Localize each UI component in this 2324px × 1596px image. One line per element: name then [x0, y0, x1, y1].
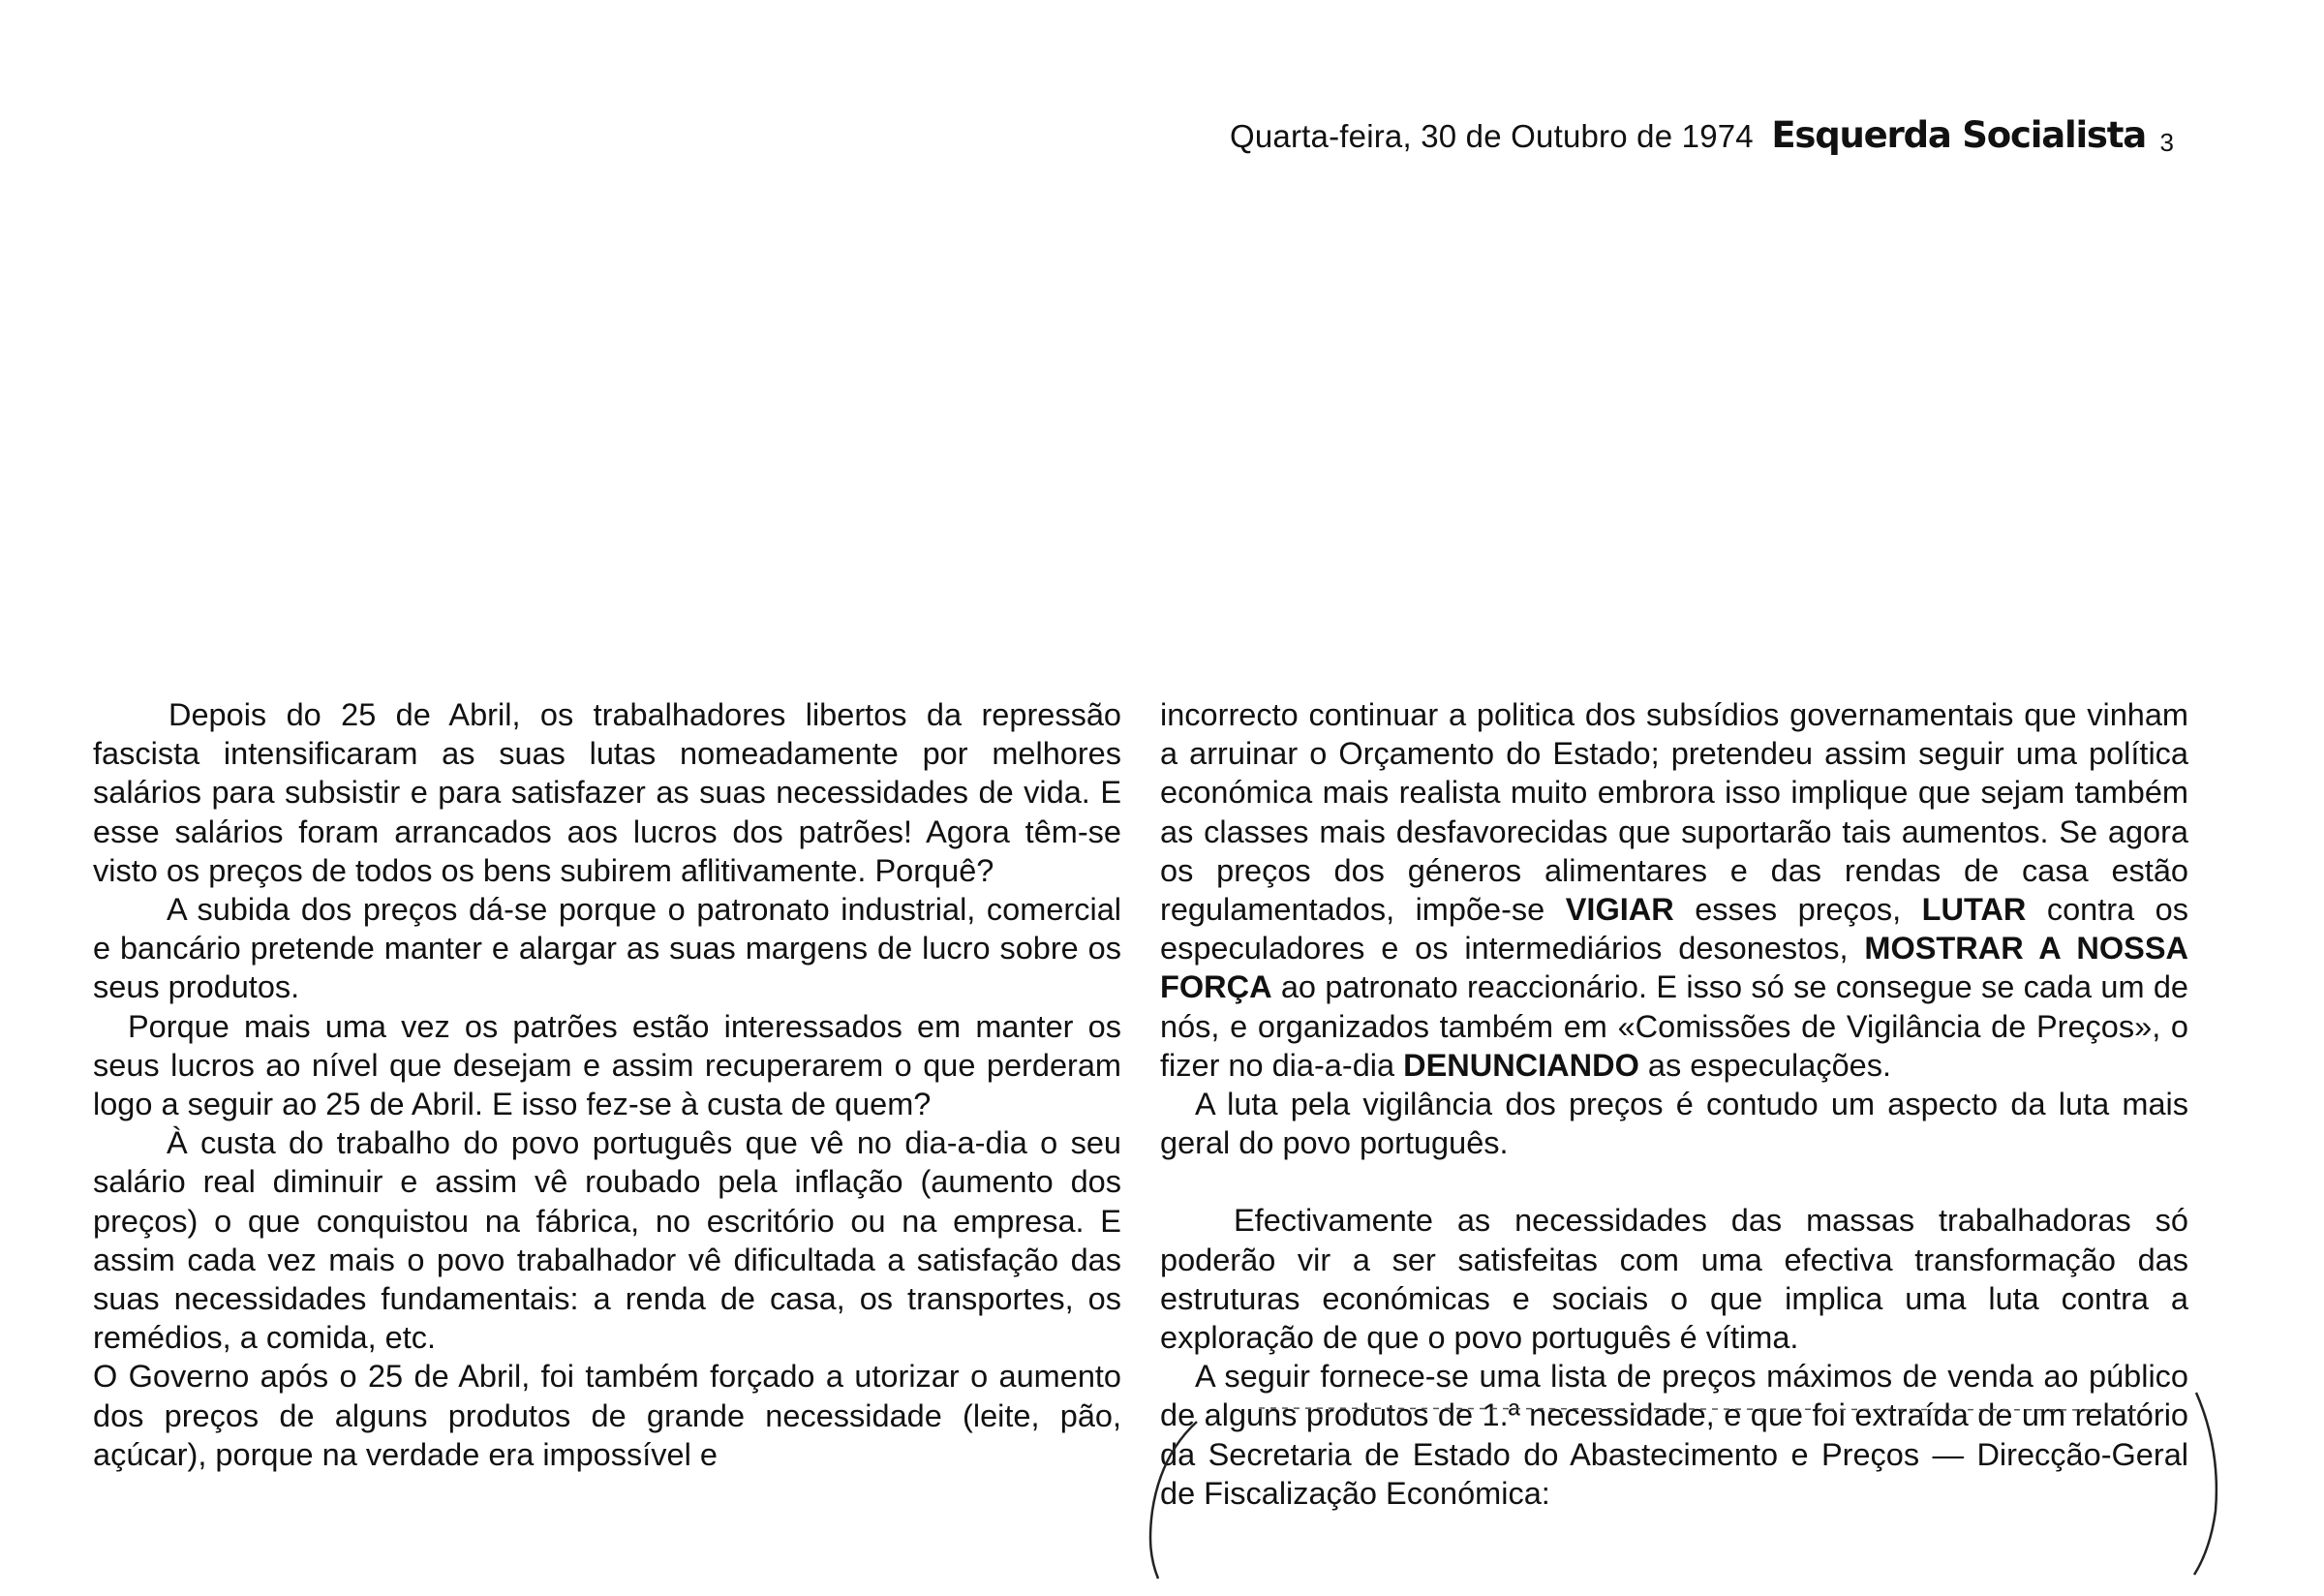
page-header	[1230, 114, 2198, 172]
paragraph: Efectivamente as necessidades das massas trabalhadoras só poderão vir a ser satisfeitas com uma efectiva transformação das estruturas económicas e sociais o que implica uma luta contra a exploração de que o povo português é vítima.	[1160, 1203, 2188, 1356]
paragraph: A subida dos preços dá-se porque o patronato industrial, comercial e bancário pretende manter e alargar as suas margens de lucro sobre os seus produtos.	[93, 892, 1121, 1005]
dateline: Quarta-feira, 30 de Outubro de 1974	[1230, 118, 1754, 154]
paragraph: Depois do 25 de Abril, os trabalhadores libertos da repressão fascista intensificaram as suas lutas nomeadamente por melhores salários para subsistir e para satisfazer as suas necessidades de vida. E esse salários foram arrancados aos lucros dos patrões! Agora têm-se visto os preços de todos os bens subirem aflitivamente. Porquê?	[93, 697, 1121, 888]
text-run: ao patronato reaccionário. E isso só se consegue se cada um de nós, e organizados também em «Comissões de Vigilância de Preços», o fizer no dia-a-dia	[1160, 969, 2188, 1083]
text-run: contra os especuladores e os intermediários desonestos,	[1160, 892, 2188, 967]
page-number: 3	[2159, 128, 2174, 157]
paragraph: O Governo após o 25 de Abril, foi também forçado a utorizar o aumento dos preços de alguns produtos de grande necessidade (leite, pão, açúcar), porque na verdade era impossível e	[93, 1359, 1121, 1472]
article-right-column	[1160, 695, 2188, 1513]
text-run: esses preços,	[1673, 892, 1922, 928]
emphasis-denunciando: DENUNCIANDO	[1403, 1047, 1639, 1083]
paragraph: À custa do trabalho do povo português que vê no dia-a-dia o seu salário real diminuir e assim vê roubado pela inflação (aumento dos preços) o que conquistou na fábrica, no escritório ou na empresa. E assim cada vez mais o povo trabalhador vê dificultada a satisfação das suas necessidades fundamentais: a renda de casa, os transportes, os remédios, a comida, etc.	[93, 1125, 1121, 1356]
text-run: as especulações.	[1638, 1047, 1892, 1083]
paragraph: A seguir fornece-se uma lista de preços máximos de venda ao público de alguns produtos de 1.ª necessidade, e que foi extraída de um relatório da Secretaria de Estado do Abastecimento e Preços — Direcção-Geral de Fiscalização Económica:	[1160, 1359, 2188, 1511]
paragraph	[1160, 695, 2188, 1085]
article-left-column	[93, 695, 1121, 1474]
emphasis-lutar: LUTAR	[1921, 892, 2027, 928]
masthead: Esquerda Socialista	[1771, 114, 2147, 156]
paragraph: Porque mais uma vez os patrões estão interessados em manter os seus lucros ao nível que desejam e assim recuperarem o que perderam logo a seguir ao 25 de Abril. E isso fez-se à custa de quem?	[93, 1008, 1121, 1122]
paragraph: A luta pela vigilância dos preços é contudo um aspecto da luta mais geral do povo português.	[1160, 1087, 2188, 1161]
text-run: incorrecto continuar a politica dos subsídios governamentais que vinham a arruinar o Orçamento do Estado; pretendeu assim seguir uma política económica mais realista muito embrora isso implique que sejam também as classes mais desfavorecidas que suportarão tais aumentos. Se agora os preços dos géneros alimentares e das rendas de casa estão regulamentados, impõe-se	[1160, 697, 2188, 928]
emphasis-vigiar: VIGIAR	[1565, 892, 1674, 928]
emphasis-mostrar: MOSTRAR A NOSSA FORÇA	[1160, 931, 2188, 1005]
